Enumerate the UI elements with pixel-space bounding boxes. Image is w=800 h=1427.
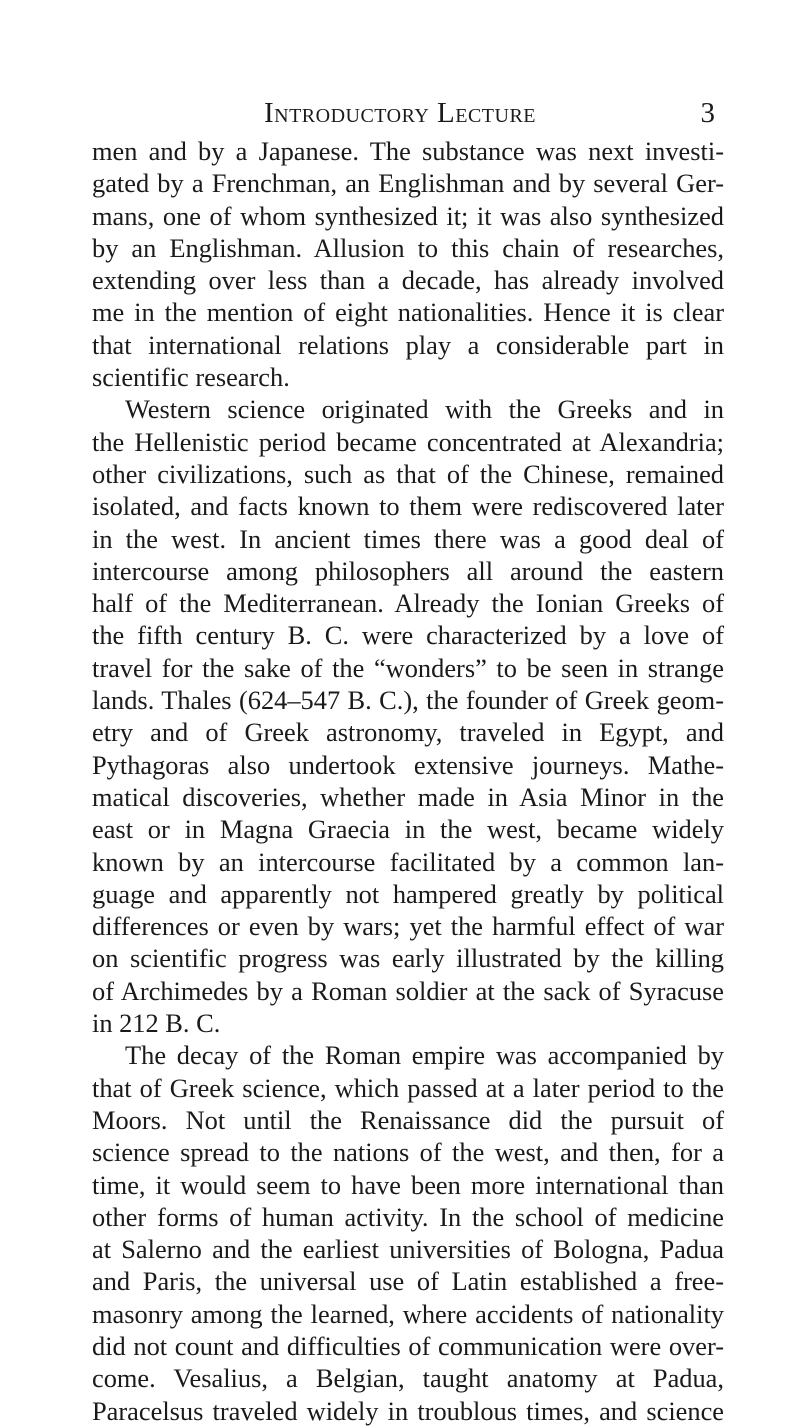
text-line: in 212 B. C. xyxy=(92,1008,221,1039)
text-line: time, it would seem to have been more international than xyxy=(92,1169,724,1200)
text-line: The decay of the Roman empire was accompanied by xyxy=(125,1040,724,1071)
text-line: that international relations play a considerable part in xyxy=(92,329,724,360)
text-line: gated by a Frenchman, an Englishman and by several Ger- xyxy=(92,168,724,199)
text-line: extending over less than a decade, has already involved xyxy=(92,265,724,296)
text-line: differences or even by wars; yet the harmful effect of war xyxy=(92,911,724,942)
text-line: science spread to the nations of the west, and then, for a xyxy=(92,1137,724,1168)
text-line: men and by a Japanese. The substance was next investi- xyxy=(92,136,724,166)
text-line: did not count and difficulties of communication were over- xyxy=(92,1330,724,1361)
text-line: at Salerno and the earliest universities of Bologna, Padua xyxy=(92,1234,724,1265)
body-text xyxy=(92,135,724,1427)
text-line: known by an intercourse facilitated by a common lan- xyxy=(92,846,724,877)
text-line: mans, one of whom synthesized it; it was also synthesized xyxy=(92,200,724,231)
text-line: scientific research. xyxy=(92,362,290,393)
text-line: etry and of Greek astronomy, traveled in Egypt, and xyxy=(92,717,724,748)
text-line: guage and apparently not hampered greatly by political xyxy=(92,878,724,909)
text-line: by an Englishman. Allusion to this chain of researches, xyxy=(92,232,724,263)
text-line: that of Greek science, which passed at a later period to the xyxy=(92,1072,724,1103)
text-line: isolated, and facts known to them were rediscovered later xyxy=(92,491,724,522)
text-line: the Hellenistic period became concentrated at Alexandria; xyxy=(92,426,724,457)
text-line: lands. Thales (624–547 B. C.), the founder of Greek geom- xyxy=(92,685,724,716)
text-line: and Paris, the universal use of Latin established a free- xyxy=(92,1266,724,1297)
text-line: come. Vesalius, a Belgian, taught anatomy at Padua, xyxy=(92,1363,724,1394)
text-line: matical discoveries, whether made in Asia Minor in the xyxy=(92,781,724,812)
text-line: Pythagoras also undertook extensive journeys. Mathe- xyxy=(92,749,724,780)
page-number: 3 xyxy=(700,97,715,129)
text-line: half of the Mediterranean. Already the Ionian Greeks of xyxy=(92,588,724,619)
text-line: of Archimedes by a Roman soldier at the sack of Syracuse xyxy=(92,975,724,1006)
text-line: Western science originated with the Greeks and in xyxy=(125,394,724,425)
text-line: the fifth century B. C. were characterized by a love of xyxy=(92,620,724,651)
text-line: me in the mention of eight nationalities. Hence it is clear xyxy=(92,297,724,328)
text-line: in the west. In ancient times there was a good deal of xyxy=(92,523,724,554)
paragraph xyxy=(92,135,724,393)
text-line: masonry among the learned, where accidents of nationality xyxy=(92,1298,724,1329)
text-line: Moors. Not until the Renaissance did the pursuit of xyxy=(92,1104,724,1135)
text-line: other forms of human activity. In the school of medicine xyxy=(92,1201,724,1232)
text-line: east or in Magna Graecia in the west, became widely xyxy=(92,814,724,845)
text-line: travel for the sake of the “wonders” to be seen in strange xyxy=(92,652,724,683)
text-line: intercourse among philosophers all around the eastern xyxy=(92,555,724,586)
paragraph xyxy=(92,1039,724,1427)
text-line: Paracelsus traveled widely in troublous times, and science xyxy=(92,1395,724,1426)
text-line: on scientific progress was early illustrated by the killing xyxy=(92,943,724,974)
text-line: other civilizations, such as that of the Chinese, remained xyxy=(92,458,724,489)
running-head: Introductory Lecture xyxy=(263,97,537,129)
paragraph xyxy=(92,393,724,1039)
